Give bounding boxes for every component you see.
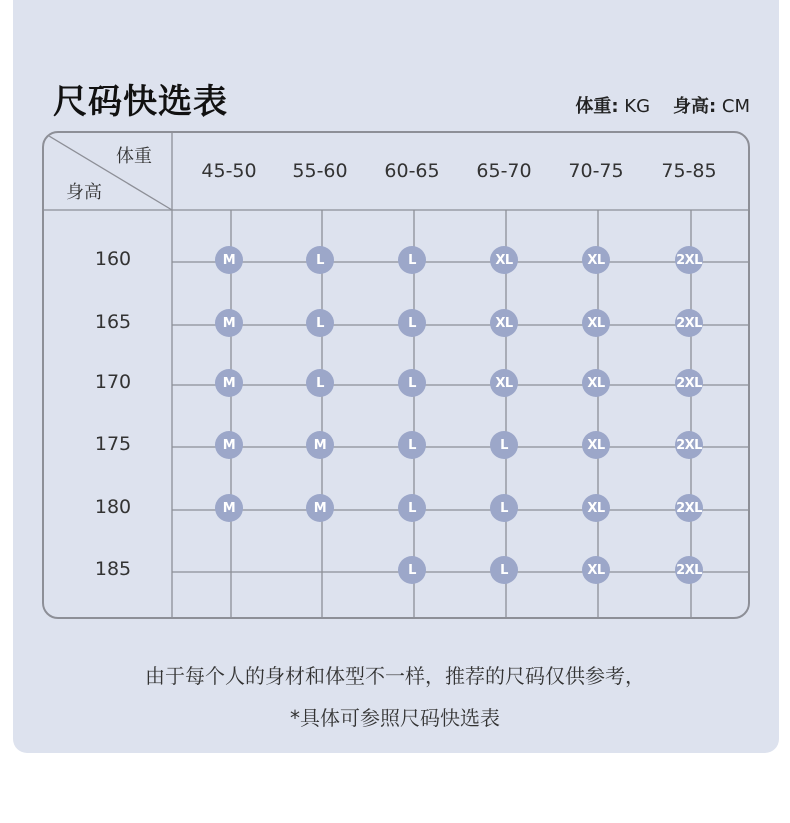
size-badge: 2XL (675, 431, 703, 459)
height-row-label: 160 (94, 248, 132, 270)
size-badge: XL (490, 246, 518, 274)
height-row-label: 170 (94, 371, 132, 393)
size-badge: L (306, 309, 334, 337)
size-badge: L (490, 494, 518, 522)
weight-header: 45-50 (201, 160, 257, 182)
size-badge: XL (490, 369, 518, 397)
size-badge: M (306, 431, 334, 459)
size-badge: XL (490, 309, 518, 337)
size-badge: 2XL (675, 369, 703, 397)
note-line-1: 由于每个人的身材和体型不一样，推荐的尺码仅供参考， (145, 664, 645, 688)
size-badge: L (398, 246, 426, 274)
height-row-label: 185 (94, 558, 132, 580)
size-badge: L (398, 556, 426, 584)
corner-height-label: 身高 (66, 182, 102, 203)
size-badge: L (490, 431, 518, 459)
size-badge: 2XL (675, 246, 703, 274)
size-badge: 2XL (675, 309, 703, 337)
size-badge: M (215, 369, 243, 397)
size-badge: XL (582, 431, 610, 459)
weight-unit-key: 体重: (575, 96, 619, 117)
size-badge: L (398, 369, 426, 397)
size-badge: 2XL (675, 556, 703, 584)
height-unit: CM (721, 96, 750, 117)
weight-header: 60-65 (384, 160, 440, 182)
page-title: 尺码快选表 (53, 82, 228, 122)
size-badge: XL (582, 369, 610, 397)
height-row-label: 180 (94, 496, 132, 518)
size-badge: M (215, 431, 243, 459)
size-badge: L (306, 369, 334, 397)
weight-header: 75-85 (661, 160, 717, 182)
size-badge: M (215, 309, 243, 337)
size-badge: L (306, 246, 334, 274)
size-badge: XL (582, 494, 610, 522)
size-badge: M (306, 494, 334, 522)
weight-header: 65-70 (476, 160, 532, 182)
size-badge: M (215, 494, 243, 522)
units-legend (575, 92, 750, 118)
size-badge: L (398, 309, 426, 337)
height-row-label: 165 (94, 311, 132, 333)
weight-unit: KG (624, 96, 651, 117)
note-line-2: *具体可参照尺码快选表 (290, 706, 500, 730)
size-badge: M (215, 246, 243, 274)
size-badge: XL (582, 309, 610, 337)
size-badge: L (398, 494, 426, 522)
weight-header: 70-75 (568, 160, 624, 182)
size-badge: 2XL (675, 494, 703, 522)
corner-weight-label: 体重 (116, 146, 152, 167)
size-badge: L (490, 556, 518, 584)
height-row-label: 175 (94, 433, 132, 455)
size-badge: XL (582, 246, 610, 274)
size-badge: XL (582, 556, 610, 584)
corner-diagonal (44, 133, 172, 210)
size-badge: L (398, 431, 426, 459)
height-unit-key: 身高: (672, 96, 717, 117)
weight-header: 55-60 (292, 160, 348, 182)
